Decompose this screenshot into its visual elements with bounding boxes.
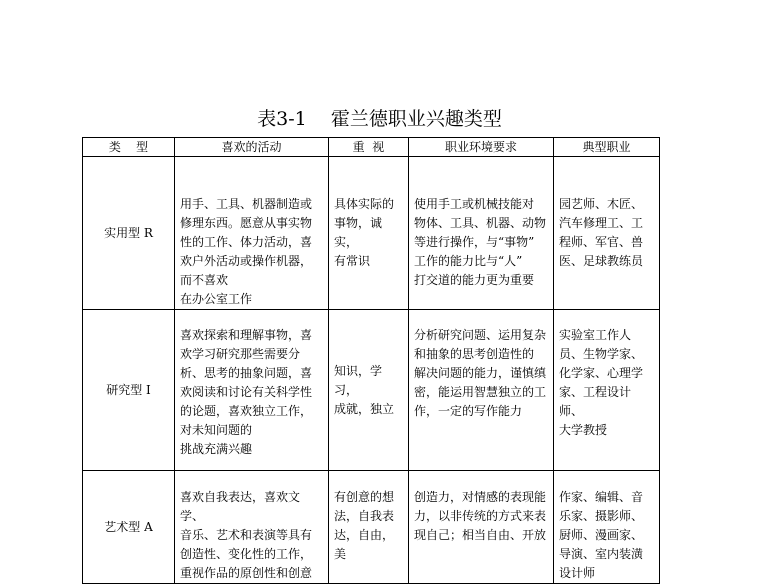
activities-text: 喜欢探索和理解事物，喜 欢学习研究那些需要分 析、思考的抽象问题，喜 欢阅读和讨论有关科学性 的论题，喜欢独立工作， 对未知问题的 挑战充满兴趣 xyxy=(180,328,313,456)
table-header-row xyxy=(83,138,660,157)
type-cell: 实用型 R xyxy=(83,157,175,310)
table-row xyxy=(83,157,660,310)
type-cell: 研究型 I xyxy=(83,310,175,471)
values-text: 有创意的想 法，自我表 达，自由， 美 xyxy=(334,490,395,561)
table-row xyxy=(83,310,660,471)
header-type: 类 型 xyxy=(83,138,175,157)
activities-cell xyxy=(175,310,329,471)
environment-cell xyxy=(409,310,554,471)
environment-cell xyxy=(409,471,554,584)
jobs-text: 作家、编辑、音 乐家、摄影师、 厨师、漫画家、 导演、室内装潢 设计师 xyxy=(559,490,644,580)
holland-interest-table xyxy=(82,137,660,584)
table-row xyxy=(83,471,660,584)
header-environment: 职业环境要求 xyxy=(409,138,554,157)
type-cell: 艺术型 A xyxy=(83,471,175,584)
values-text: 具体实际的 事物，诚实， 有常识 xyxy=(334,197,395,268)
header-values: 重 视 xyxy=(329,138,409,157)
header-jobs: 典型职业 xyxy=(554,138,660,157)
activities-text: 喜欢自我表达，喜欢文学、 音乐、艺术和表演等具有 创造性、变化性的工作， 重视作品的原创性和创意 xyxy=(180,490,313,580)
jobs-text: 园艺师、木匠、 汽车修理工、工 程师、军官、兽 医、足球教练员 xyxy=(559,197,644,268)
activities-cell xyxy=(175,471,329,584)
activities-cell xyxy=(175,157,329,310)
jobs-text: 实验室工作人 员、生物学家、 化学家、心理学 家、工程设计师、 大学教授 xyxy=(559,328,644,437)
jobs-cell xyxy=(554,157,660,310)
values-cell xyxy=(329,157,409,310)
values-text: 知识，学习， 成就，独立 xyxy=(334,363,395,416)
values-cell xyxy=(329,310,409,471)
header-activities: 喜欢的活动 xyxy=(175,138,329,157)
environment-text: 使用手工或机械技能对 物体、工具、机器、动物 等进行操作，与“事物” 工作的能力比与“人” 打交道的能力更为重要 xyxy=(414,197,547,287)
environment-text: 分析研究问题、运用复杂 和抽象的思考创造性的 解决问题的能力，谨慎缜 密，能运用智慧独立的工 作，一定的写作能力 xyxy=(414,328,547,418)
environment-cell xyxy=(409,157,554,310)
activities-text: 用手、工具、机器制造或 修理东西。愿意从事实物 性的工作、体力活动，喜 欢户外活动或操作机器， 而不喜欢 在办公室工作 xyxy=(180,197,313,306)
environment-text: 创造力，对情感的表现能 力，以非传统的方式来表 现自己；相当自由、开放 xyxy=(414,490,547,542)
jobs-cell xyxy=(554,471,660,584)
table-title: 表3-1 霍兰德职业兴趣类型 xyxy=(257,108,502,130)
jobs-cell xyxy=(554,310,660,471)
values-cell xyxy=(329,471,409,584)
